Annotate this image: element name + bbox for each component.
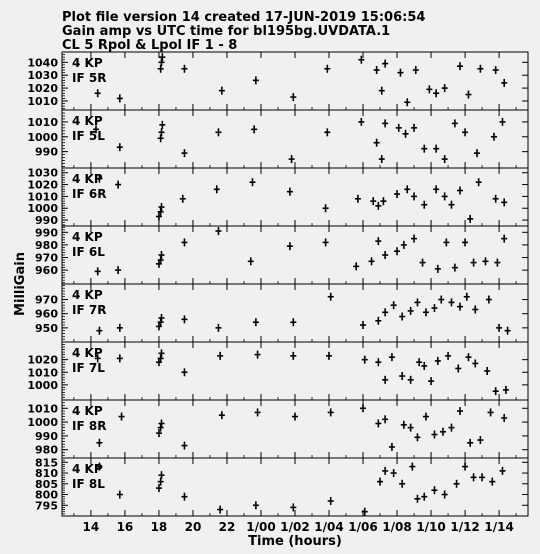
y-tick-label: 1020 — [27, 82, 58, 96]
data-point — [476, 178, 482, 186]
y-tick-label: 980 — [35, 443, 58, 457]
panel-station-label: 4 KP — [72, 288, 103, 302]
y-tick-label: 1030 — [27, 69, 58, 83]
data-point — [382, 251, 388, 259]
data-point — [435, 265, 441, 273]
data-point — [445, 352, 451, 360]
data-point — [404, 98, 410, 106]
data-point — [181, 149, 187, 157]
data-point — [426, 85, 432, 93]
data-point — [494, 259, 500, 267]
data-point — [491, 133, 497, 141]
x-tick-label: 1/12 — [450, 520, 480, 534]
panel-frame — [62, 400, 528, 458]
y-tick-label: 990 — [35, 214, 58, 228]
data-point — [290, 352, 296, 360]
data-point — [408, 376, 414, 384]
data-point — [217, 352, 223, 360]
y-tick-label: 980 — [35, 238, 58, 252]
data-point — [474, 149, 480, 157]
data-point — [413, 66, 419, 74]
x-tick-label: 1/02 — [280, 520, 310, 534]
data-point — [117, 143, 123, 151]
data-point — [290, 93, 296, 101]
data-point — [452, 119, 458, 127]
y-tick-label: 1010 — [27, 94, 58, 108]
data-point — [471, 259, 477, 267]
data-point — [375, 237, 381, 245]
header-line-3: CL 5 Rpol & Lpol IF 1 - 8 — [62, 38, 238, 53]
data-point — [382, 60, 388, 68]
data-point — [442, 84, 448, 92]
y-tick-label: 960 — [35, 264, 58, 278]
data-point — [423, 308, 429, 316]
data-point — [324, 128, 330, 136]
data-point — [180, 195, 186, 203]
data-point — [326, 352, 332, 360]
data-point — [158, 471, 164, 479]
panel-station-label: 4 KP — [72, 114, 103, 128]
data-point — [389, 353, 395, 361]
panel-frame — [62, 168, 528, 226]
data-point — [219, 87, 225, 95]
data-point — [408, 307, 414, 315]
y-tick-label: 1000 — [27, 202, 58, 216]
data-point — [95, 89, 101, 97]
data-point — [421, 362, 427, 370]
data-point — [431, 304, 437, 312]
data-point — [499, 467, 505, 475]
data-point — [380, 197, 386, 205]
data-point — [484, 367, 490, 375]
data-point — [421, 493, 427, 501]
data-point — [158, 419, 164, 427]
data-point — [411, 192, 417, 200]
data-point — [119, 413, 125, 421]
data-point — [464, 293, 470, 301]
data-point — [448, 201, 454, 209]
y-tick-label: 800 — [35, 488, 58, 502]
x-tick-label: 22 — [218, 520, 236, 534]
data-point — [442, 192, 448, 200]
data-point — [253, 501, 259, 509]
y-tick-label: 815 — [35, 456, 58, 470]
header-line-1: Plot file version 14 created 17-JUN-2019 15:06:54 — [62, 10, 426, 25]
y-tick-label: 990 — [35, 226, 58, 240]
data-point — [323, 204, 329, 212]
data-point — [505, 327, 511, 335]
x-tick-label: 1/04 — [314, 520, 344, 534]
panel-if-7r — [35, 284, 528, 342]
data-point — [353, 262, 359, 270]
data-point — [465, 353, 471, 361]
header-line-2: Gain amp vs UTC time for bl195bg.UVDATA.1 — [62, 24, 391, 39]
x-axis-title: Time (hours) — [248, 534, 342, 549]
data-point — [420, 259, 426, 267]
data-point — [394, 190, 400, 198]
data-point — [251, 125, 257, 133]
data-point — [115, 181, 121, 189]
data-point — [457, 62, 463, 70]
data-point — [462, 463, 468, 471]
panel-station-label: 4 KP — [72, 346, 103, 360]
data-point — [181, 65, 187, 73]
data-point — [287, 188, 293, 196]
data-point — [438, 296, 444, 304]
data-point — [477, 65, 483, 73]
data-point — [401, 421, 407, 429]
data-point — [465, 91, 471, 99]
y-tick-label: 1010 — [27, 115, 58, 129]
data-point — [431, 431, 437, 439]
panel-station-label: 4 KP — [72, 230, 103, 244]
data-point — [255, 351, 261, 359]
data-point — [411, 235, 417, 243]
data-point — [328, 293, 334, 301]
data-point — [442, 491, 448, 499]
y-tick-label: 1020 — [27, 353, 58, 367]
data-point — [360, 404, 366, 412]
panel-if-label: IF 6R — [72, 187, 107, 201]
data-point — [489, 478, 495, 486]
x-tick-label: 1/14 — [484, 520, 514, 534]
data-point — [411, 124, 417, 132]
data-point — [421, 201, 427, 209]
data-point — [408, 424, 414, 432]
y-tick-label: 970 — [35, 293, 58, 307]
data-point — [328, 408, 334, 416]
data-point — [414, 298, 420, 306]
y-tick-label: 1040 — [27, 56, 58, 70]
data-point — [455, 364, 461, 372]
data-point — [117, 324, 123, 332]
data-point — [391, 301, 397, 309]
data-point — [382, 467, 388, 475]
data-point — [292, 413, 298, 421]
data-point — [472, 305, 478, 313]
data-point — [396, 124, 402, 132]
data-point — [219, 411, 225, 419]
data-point — [96, 327, 102, 335]
data-point — [416, 358, 422, 366]
data-point — [433, 185, 439, 193]
data-point — [399, 372, 405, 380]
y-tick-label: 960 — [35, 307, 58, 321]
data-point — [214, 185, 220, 193]
data-point — [394, 247, 400, 255]
panel-if-label: IF 7R — [72, 303, 107, 317]
data-point — [401, 241, 407, 249]
panel-if-label: IF 7L — [72, 361, 105, 375]
y-axis-title: MilliGain — [13, 252, 28, 316]
data-point — [435, 357, 441, 365]
data-point — [454, 480, 460, 488]
data-point — [493, 195, 499, 203]
data-point — [404, 185, 410, 193]
data-point — [433, 145, 439, 153]
data-point — [472, 359, 478, 367]
data-point — [503, 386, 509, 394]
data-point — [158, 314, 164, 322]
panel-if-5l — [27, 110, 528, 168]
panel-if-label: IF 8L — [72, 477, 105, 491]
data-point — [414, 495, 420, 503]
data-point — [477, 436, 483, 444]
y-tick-label: 1000 — [27, 130, 58, 144]
data-point — [442, 155, 448, 163]
panel-if-8l — [35, 456, 528, 516]
data-point — [382, 376, 388, 384]
data-point — [501, 198, 507, 206]
data-point — [360, 321, 366, 329]
data-point — [255, 408, 261, 416]
data-point — [479, 473, 485, 481]
data-point — [457, 407, 463, 415]
data-point — [181, 315, 187, 323]
data-point — [457, 186, 463, 194]
panel-station-label: 4 KP — [72, 172, 103, 186]
data-point — [290, 318, 296, 326]
x-tick-label: 20 — [184, 520, 202, 534]
data-point — [181, 442, 187, 450]
data-point — [215, 324, 221, 332]
y-tick-label: 810 — [35, 467, 58, 481]
data-point — [355, 195, 361, 203]
x-tick-label: 1/08 — [382, 520, 412, 534]
data-point — [403, 130, 409, 138]
x-tick-label: 18 — [150, 520, 168, 534]
data-point — [215, 227, 221, 235]
data-point — [501, 414, 507, 422]
panel-if-8r — [27, 400, 528, 458]
data-point — [181, 238, 187, 246]
y-tick-label: 1020 — [27, 178, 58, 192]
data-point — [501, 79, 507, 87]
data-point — [397, 69, 403, 77]
y-tick-label: 1000 — [27, 416, 58, 430]
data-point — [115, 266, 121, 274]
data-point — [159, 53, 165, 61]
data-point — [158, 203, 164, 211]
y-tick-label: 1010 — [27, 366, 58, 380]
data-point — [493, 387, 499, 395]
data-point — [457, 303, 463, 311]
data-point — [379, 155, 385, 163]
data-point — [377, 478, 383, 486]
y-tick-label: 1010 — [27, 190, 58, 204]
x-tick-label: 1/00 — [246, 520, 276, 534]
panel-if-label: IF 5R — [72, 71, 107, 85]
y-tick-label: 970 — [35, 251, 58, 265]
data-point — [496, 324, 502, 332]
data-point — [158, 128, 164, 136]
data-point — [389, 443, 395, 451]
data-point — [158, 349, 164, 357]
data-point — [467, 215, 473, 223]
data-point — [158, 134, 164, 142]
y-tick-label: 805 — [35, 477, 58, 491]
data-point — [249, 178, 255, 186]
data-point — [96, 439, 102, 447]
panel-frame — [62, 52, 528, 110]
panel-if-label: IF 5L — [72, 129, 105, 143]
y-tick-label: 1030 — [27, 166, 58, 180]
data-point — [324, 65, 330, 73]
panel-frame — [62, 110, 528, 168]
data-point — [399, 480, 405, 488]
data-point — [158, 251, 164, 259]
data-point — [375, 317, 381, 325]
data-point — [448, 424, 454, 432]
data-point — [431, 486, 437, 494]
data-point — [358, 118, 364, 126]
panel-frame — [62, 284, 528, 342]
data-point — [158, 65, 164, 73]
data-point — [289, 155, 295, 163]
y-tick-label: 795 — [35, 499, 58, 513]
panel-if-5r — [27, 52, 528, 110]
data-point — [414, 433, 420, 441]
data-point — [501, 235, 507, 243]
y-tick-label: 1000 — [27, 378, 58, 392]
data-point — [362, 356, 368, 364]
data-point — [370, 197, 376, 205]
data-point — [375, 358, 381, 366]
data-point — [488, 408, 494, 416]
data-point — [452, 264, 458, 272]
data-point — [421, 145, 427, 153]
data-point — [382, 308, 388, 316]
panel-frame — [62, 226, 528, 284]
panel-station-label: 4 KP — [72, 404, 103, 418]
data-point — [158, 58, 164, 66]
data-point — [379, 87, 385, 95]
data-point — [375, 419, 381, 427]
data-point — [482, 257, 488, 265]
data-point — [423, 413, 429, 421]
data-point — [493, 66, 499, 74]
data-point — [181, 493, 187, 501]
data-point — [253, 76, 259, 84]
data-point — [486, 296, 492, 304]
data-point — [433, 89, 439, 97]
data-point — [462, 238, 468, 246]
data-point — [391, 469, 397, 477]
x-tick-label: 14 — [82, 520, 100, 534]
data-point — [374, 66, 380, 74]
data-point — [409, 463, 415, 471]
y-tick-label: 1010 — [27, 402, 58, 416]
data-point — [471, 473, 477, 481]
data-point — [253, 318, 259, 326]
data-point — [443, 238, 449, 246]
data-point — [462, 128, 468, 136]
panel-if-6l — [35, 226, 528, 284]
data-point — [287, 242, 293, 250]
data-point — [215, 128, 221, 136]
panel-if-label: IF 6L — [72, 245, 105, 259]
y-tick-label: 990 — [35, 145, 58, 159]
data-point — [382, 119, 388, 127]
y-tick-label: 990 — [35, 429, 58, 443]
panel-if-7l — [27, 342, 528, 400]
data-point — [117, 94, 123, 102]
data-point — [117, 491, 123, 499]
data-point — [369, 257, 375, 265]
panel-if-6r — [27, 167, 528, 227]
data-point — [328, 497, 334, 505]
data-point — [374, 139, 380, 147]
x-tick-label: 16 — [116, 520, 134, 534]
data-point — [159, 121, 165, 129]
x-tick-label: 1/10 — [416, 520, 446, 534]
data-point — [323, 238, 329, 246]
panel-station-label: 4 KP — [72, 462, 103, 476]
data-point — [181, 368, 187, 376]
data-point — [95, 267, 101, 275]
y-tick-label: 950 — [35, 321, 58, 335]
data-point — [382, 415, 388, 423]
data-point — [448, 298, 454, 306]
data-point — [440, 428, 446, 436]
panel-station-label: 4 KP — [72, 56, 103, 70]
panel-if-label: IF 8R — [72, 419, 107, 433]
data-point — [499, 118, 505, 126]
data-point — [248, 257, 254, 265]
x-tick-label: 1/06 — [348, 520, 378, 534]
data-point — [375, 202, 381, 210]
data-point — [399, 313, 405, 321]
data-point — [217, 506, 223, 514]
data-point — [428, 377, 434, 385]
data-point — [117, 354, 123, 362]
data-point — [467, 439, 473, 447]
